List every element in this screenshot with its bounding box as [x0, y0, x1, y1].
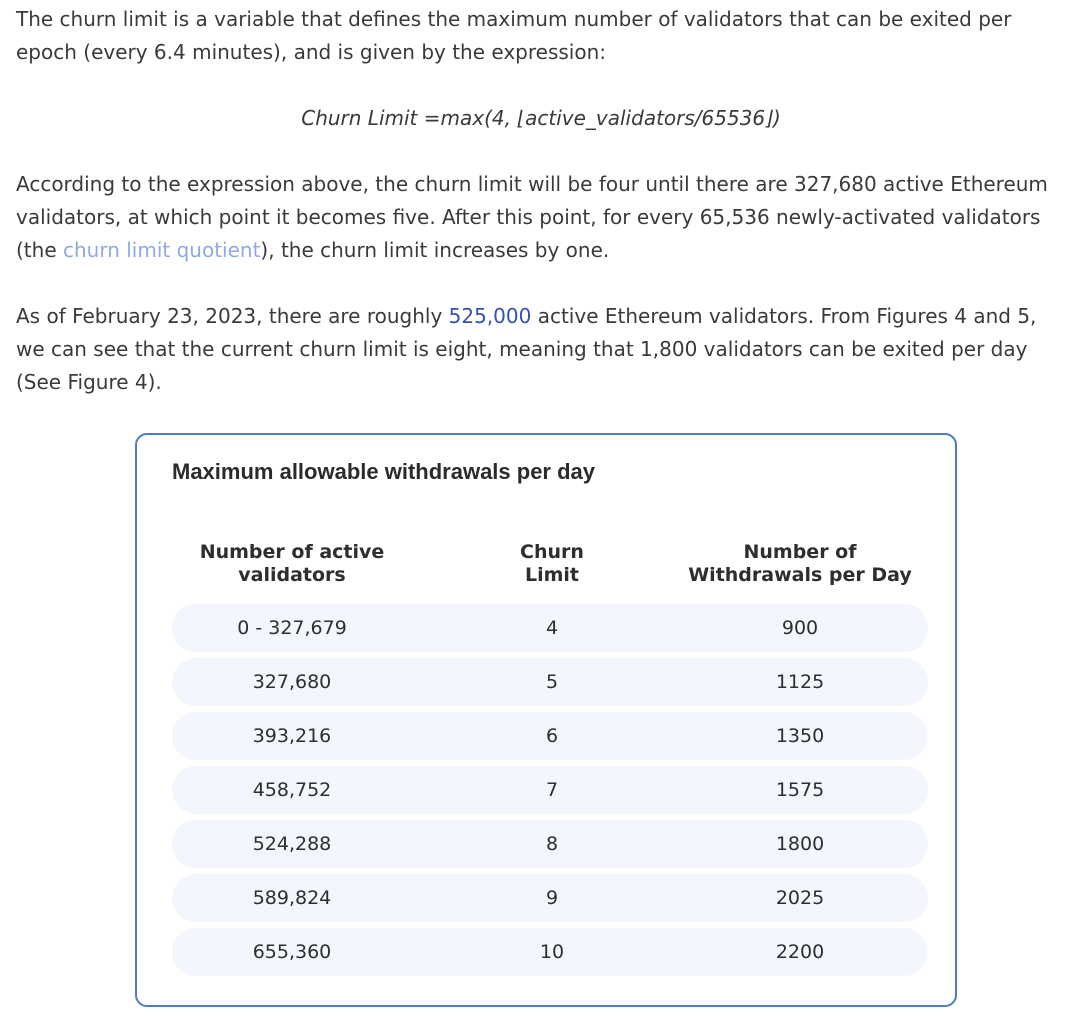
cell-withdrawals-per-day: 1125 [775, 671, 825, 693]
cell-active-validators: 524,288 [252, 833, 332, 855]
table-row [172, 604, 928, 652]
table-row [172, 928, 928, 976]
cell-active-validators: 327,680 [252, 671, 332, 693]
table-header [172, 541, 928, 591]
cell-withdrawals-per-day: 2200 [775, 941, 825, 963]
cell-churn-limit: 6 [545, 725, 559, 747]
table-body [172, 604, 928, 982]
validator-count-link[interactable]: 525,000 [448, 304, 532, 328]
paragraph-churn-explanation [16, 168, 1066, 267]
paragraph-text: active Ethereum validators. From Figures 4 and 5, we can see that the current churn limit is eight, meaning that 1,800 validators can be exited per day (See Figure 4). [16, 304, 1037, 394]
cell-active-validators: 0 - 327,679 [237, 617, 347, 639]
cell-active-validators: 393,216 [252, 725, 332, 747]
cell-active-validators: 589,824 [252, 887, 332, 909]
table-row [172, 712, 928, 760]
cell-active-validators: 655,360 [252, 941, 332, 963]
withdrawals-table-card [135, 433, 957, 1007]
table-row [172, 820, 928, 868]
paragraph-churn-definition: The churn limit is a variable that defines the maximum number of validators that can be exited per epoch (every 6.4 minutes), and is given by the expression: [16, 7, 1012, 64]
paragraph-text: As of February 23, 2023, there are roughly [16, 304, 449, 328]
table-title: Maximum allowable withdrawals per day [172, 459, 596, 484]
cell-churn-limit: 4 [545, 617, 559, 639]
column-header-churn-limit: Churn Limit [520, 541, 584, 586]
table-row [172, 874, 928, 922]
column-header-withdrawals-per-day: Number of Withdrawals per Day [688, 541, 912, 586]
paragraph-text: According to the expression above, the churn limit will be four until there are 327,680 active Ethereum validators, at which point it becomes five. After this point, for every 65,536 newly-activated validators (the [16, 172, 1048, 262]
cell-withdrawals-per-day: 1800 [775, 833, 825, 855]
cell-churn-limit: 7 [545, 779, 559, 801]
cell-withdrawals-per-day: 1350 [775, 725, 825, 747]
cell-churn-limit: 10 [539, 941, 565, 963]
cell-churn-limit: 5 [545, 671, 559, 693]
table-row [172, 766, 928, 814]
cell-withdrawals-per-day: 2025 [775, 887, 825, 909]
table-row [172, 658, 928, 706]
article-body [16, 0, 1066, 399]
paragraph-current-validators [16, 300, 1066, 399]
cell-withdrawals-per-day: 900 [781, 617, 819, 639]
cell-churn-limit: 8 [545, 833, 559, 855]
cell-churn-limit: 9 [545, 887, 559, 909]
churn-limit-formula: Churn Limit =max(4, ⌊active_validators/65536⌋) [301, 106, 781, 130]
churn-limit-quotient-link[interactable]: churn limit quotient [62, 238, 261, 262]
cell-withdrawals-per-day: 1575 [775, 779, 825, 801]
paragraph-text: ), the churn limit increases by one. [260, 238, 610, 262]
cell-active-validators: 458,752 [252, 779, 332, 801]
column-header-active-validators: Number of active validators [199, 541, 385, 586]
